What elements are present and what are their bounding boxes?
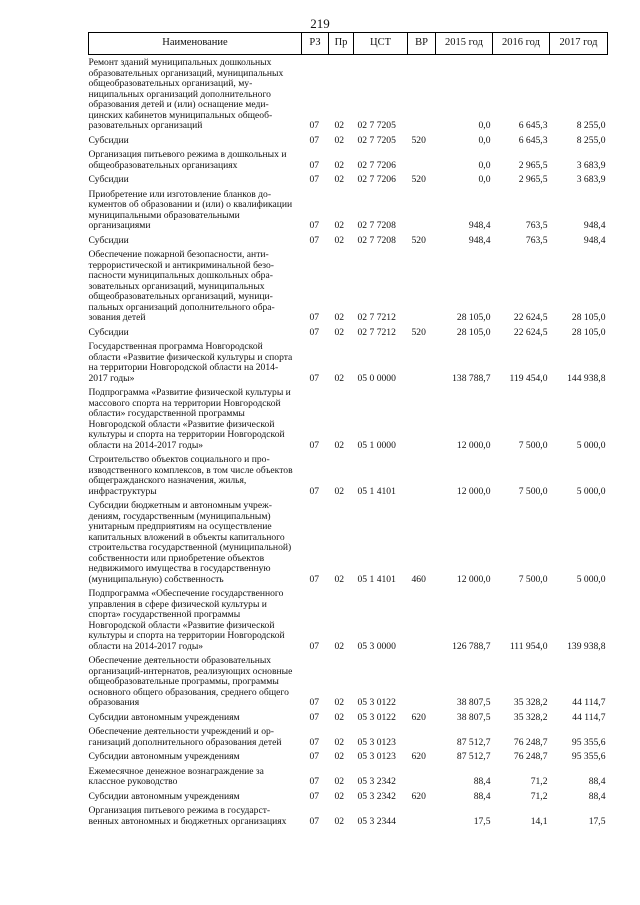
row-rz: 07: [309, 573, 320, 585]
row-rz: 07: [309, 234, 320, 246]
row-pr: 02: [334, 159, 345, 171]
row-rz: 07: [309, 159, 320, 171]
row-2017: 44 114,7: [572, 697, 606, 708]
row-vr: [408, 247, 436, 325]
row-2016: 7 500,0: [518, 485, 548, 497]
row-2016: 763,5: [525, 220, 548, 231]
row-2015: 28 105,0: [456, 326, 491, 338]
row-rz: 07: [309, 372, 320, 384]
row-vr: [408, 147, 436, 172]
row-2017: 95 355,6: [571, 736, 606, 748]
row-cst: 02 7 7208: [357, 234, 396, 246]
row-pr: 02: [334, 234, 345, 246]
row-2015: 0,0: [478, 134, 491, 146]
row-2017: 8 255,0: [576, 120, 606, 131]
row-pr: 02: [334, 220, 345, 231]
row-name: Субсидии бюджетным и автономным учреждениям, государственным (муниципальным) унитарным предприятиям на осуществление капитальных вложений в объекты капитального строительства государственной (муниципальной) собственности или приобретение объектов недвижимого имущества в государственную (муниципальную) собственность: [88, 500, 292, 585]
row-2017: 88,4: [588, 790, 606, 802]
row-vr: 620: [411, 790, 426, 802]
row-name: Приобретение или изготовление бланков документов об образовании и (или) о квалификации муниципальными образовательными организациями: [88, 188, 293, 231]
row-2017: 3 683,9: [576, 174, 606, 185]
row-cst: 02 7 7205: [357, 120, 396, 131]
row-2016: 22 624,5: [513, 312, 548, 323]
row-name: Подпрограмма «Развитие физической культуры и массового спорта на территории Новгородской области» государственной программы Новгородской области «Развитие физической культуры и спорта на территории Новгородской области на 2014-2017 годы»: [88, 387, 291, 451]
row-vr: 520: [411, 134, 426, 146]
table-body: [89, 55, 608, 829]
row-vr: [408, 187, 436, 233]
row-2016: 14,1: [530, 815, 548, 827]
row-2017: 17,5: [588, 815, 606, 827]
row-rz: 07: [309, 711, 320, 723]
table-row: [89, 339, 608, 385]
row-2015: 38 807,5: [456, 711, 491, 723]
header-2017: 2017 год: [550, 33, 608, 55]
row-pr: 02: [334, 326, 345, 338]
table-row: [89, 385, 608, 452]
table-row: [89, 653, 608, 710]
header-2015: 2015 год: [436, 33, 493, 55]
row-name: Субсидии автономным учреждениям: [88, 751, 240, 762]
row-rz: 07: [309, 776, 320, 787]
header-name: Наименование: [89, 33, 302, 55]
table-row: [89, 789, 608, 804]
row-2015: 28 105,0: [456, 312, 491, 323]
page-number: 219: [310, 16, 330, 31]
row-2016: 22 624,5: [513, 326, 548, 338]
row-2016: 763,5: [525, 234, 548, 246]
row-rz: 07: [309, 174, 320, 185]
row-pr: 02: [334, 751, 345, 762]
table-row: [89, 247, 608, 325]
row-pr: 02: [334, 776, 345, 787]
table-header-row: [89, 33, 608, 55]
row-vr: 620: [411, 751, 426, 762]
header-rz: РЗ: [302, 33, 329, 55]
row-name: Обеспечение пожарной безопасности, антитеррористической и антикриминальной безопасности муниципальных дошкольных образовательных организаций, муниципальных общеобразовательных организаций, муниципальных организаций дополнительного образования детей: [88, 249, 275, 323]
row-cst: 05 3 0000: [357, 640, 396, 652]
row-vr: 520: [411, 326, 426, 338]
row-name: Государственная программа Новгородской области «Развитие физической культуры и спорта на территории Новгородской области на 2014-2017 годы»: [88, 341, 293, 384]
table-row: [89, 325, 608, 340]
table-row: [89, 133, 608, 148]
row-rz: 07: [309, 120, 320, 131]
row-vr: 520: [411, 234, 426, 246]
row-2017: 948,4: [583, 234, 606, 246]
row-2015: 87 512,7: [456, 751, 491, 762]
row-2015: 38 807,5: [456, 697, 491, 708]
table-row: [89, 764, 608, 789]
row-vr: [408, 803, 436, 828]
row-vr: [408, 724, 436, 749]
table-row: [89, 55, 608, 133]
row-pr: 02: [334, 640, 345, 652]
row-name: Субсидии: [88, 174, 129, 185]
row-pr: 02: [334, 312, 345, 323]
row-cst: 05 3 0122: [357, 711, 396, 723]
row-2016: 6 645,3: [518, 120, 548, 131]
table-row: [89, 172, 608, 187]
row-2015: 948,4: [468, 234, 491, 246]
row-rz: 07: [309, 134, 320, 146]
row-2015: 12 000,0: [456, 485, 491, 497]
row-pr: 02: [334, 439, 345, 451]
table-row: [89, 452, 608, 498]
row-name: Субсидии: [88, 326, 129, 338]
row-cst: 05 3 0123: [357, 736, 396, 748]
table-row: [89, 147, 608, 172]
row-2017: 139 938,8: [567, 640, 606, 652]
row-rz: 07: [309, 439, 320, 451]
header-pr: Пр: [329, 33, 354, 55]
row-2017: 8 255,0: [576, 134, 606, 146]
row-cst: 05 3 2342: [357, 776, 396, 787]
row-name: Строительство объектов социального и производственного комплексов, в том числе объектов общегражданского назначения, жилья, инфраструктуры: [88, 454, 293, 497]
row-name: Обеспечение деятельности образовательных организаций-интернатов, реализующих основные общеобразовательные программы, программы основного общего образования, среднего общего образования: [88, 655, 293, 708]
row-2016: 35 328,2: [513, 697, 548, 708]
row-cst: 02 7 7205: [357, 134, 396, 146]
row-vr: [408, 339, 436, 385]
table-row: [89, 498, 608, 586]
budget-table: [88, 32, 608, 828]
row-2016: 71,2: [530, 776, 548, 787]
row-2017: 5 000,0: [576, 485, 606, 497]
row-vr: [408, 55, 436, 133]
row-vr: [408, 452, 436, 498]
row-name: Ремонт зданий муниципальных дошкольных образовательных организаций, муниципальных общеобразовательных организаций, муниципальных организаций дополнительного образования детей и (или) оснащение медицинских кабинетов муниципальных общеобразовательных организаций: [88, 57, 284, 131]
row-rz: 07: [309, 485, 320, 497]
row-pr: 02: [334, 790, 345, 802]
row-pr: 02: [334, 120, 345, 131]
row-vr: 520: [411, 174, 426, 185]
row-2017: 28 105,0: [571, 312, 606, 323]
row-cst: 05 3 0123: [357, 751, 396, 762]
row-rz: 07: [309, 312, 320, 323]
row-vr: [408, 653, 436, 710]
row-2016: 119 454,0: [509, 372, 548, 384]
row-name: Подпрограмма «Обеспечение государственного управления в сфере физической культуры и спорта» государственной программы Новгородской области «Развитие физической культуры и спорта на территории Новгородской области на 2014-2017 годы»: [88, 588, 285, 652]
table-row: [89, 710, 608, 725]
table-row: [89, 749, 608, 764]
row-pr: 02: [334, 711, 345, 723]
row-name: Субсидии автономным учреждениям: [88, 711, 240, 723]
row-cst: 05 3 2342: [357, 790, 396, 802]
row-2017: 44 114,7: [572, 711, 606, 723]
row-2017: 5 000,0: [576, 439, 606, 451]
row-vr: 620: [411, 711, 426, 723]
header-cst: ЦСТ: [354, 33, 408, 55]
row-pr: 02: [334, 372, 345, 384]
header-2016: 2016 год: [493, 33, 550, 55]
row-2017: 948,4: [583, 220, 606, 231]
row-cst: 02 7 7212: [357, 312, 396, 323]
row-2016: 76 248,7: [513, 736, 548, 748]
table-row: [89, 187, 608, 233]
row-2015: 0,0: [478, 159, 491, 171]
row-cst: 02 7 7208: [357, 220, 396, 231]
row-2016: 71,2: [530, 790, 548, 802]
row-2015: 12 000,0: [456, 573, 491, 585]
row-cst: 05 0 0000: [357, 372, 396, 384]
header-vr: ВР: [408, 33, 436, 55]
row-2015: 948,4: [468, 220, 491, 231]
row-rz: 07: [309, 326, 320, 338]
row-cst: 05 1 0000: [357, 439, 396, 451]
row-cst: 05 3 0122: [357, 697, 396, 708]
row-2017: 28 105,0: [571, 326, 606, 338]
row-name: Субсидии: [88, 134, 129, 146]
row-name: Организация питьевого режима в дошкольных и общеобразовательных организациях: [88, 149, 287, 171]
row-name: Организация питьевого режима в государственных автономных и бюджетных организациях: [88, 805, 287, 827]
row-2017: 88,4: [588, 776, 606, 787]
row-2016: 2 965,5: [518, 174, 548, 185]
row-cst: 05 3 2344: [357, 815, 396, 827]
row-cst: 02 7 7212: [357, 326, 396, 338]
row-2015: 88,4: [473, 790, 491, 802]
row-rz: 07: [309, 815, 320, 827]
row-cst: 02 7 7206: [357, 174, 396, 185]
row-2016: 2 965,5: [518, 159, 548, 171]
row-pr: 02: [334, 736, 345, 748]
row-pr: 02: [334, 134, 345, 146]
row-vr: [408, 385, 436, 452]
row-rz: 07: [309, 640, 320, 652]
row-rz: 07: [309, 790, 320, 802]
row-pr: 02: [334, 815, 345, 827]
row-2015: 0,0: [478, 174, 491, 185]
table-row: [89, 233, 608, 248]
row-2015: 17,5: [473, 815, 491, 827]
row-pr: 02: [334, 485, 345, 497]
row-2016: 111 954,0: [509, 640, 548, 652]
row-2017: 144 938,8: [567, 372, 606, 384]
table-row: [89, 586, 608, 653]
row-pr: 02: [334, 174, 345, 185]
row-vr: 460: [411, 573, 426, 585]
table-row: [89, 803, 608, 828]
row-cst: 05 1 4101: [357, 485, 396, 497]
row-2016: 7 500,0: [518, 573, 548, 585]
row-rz: 07: [309, 220, 320, 231]
row-vr: [408, 764, 436, 789]
row-2015: 126 788,7: [452, 640, 491, 652]
row-2016: 7 500,0: [518, 439, 548, 451]
row-name: Субсидии автономным учреждениям: [88, 790, 240, 802]
row-pr: 02: [334, 573, 345, 585]
row-2016: 35 328,2: [513, 711, 548, 723]
row-2016: 6 645,3: [518, 134, 548, 146]
row-name: Субсидии: [88, 234, 129, 246]
row-vr: [408, 586, 436, 653]
row-name: Ежемесячное денежное вознаграждение за классное руководство: [88, 765, 264, 787]
row-2017: 95 355,6: [571, 751, 606, 762]
row-name: Обеспечение деятельности учреждений и организаций дополнительного образования детей: [88, 726, 282, 748]
table-row: [89, 724, 608, 749]
row-2017: 5 000,0: [576, 573, 606, 585]
row-rz: 07: [309, 697, 320, 708]
row-rz: 07: [309, 751, 320, 762]
row-2015: 87 512,7: [456, 736, 491, 748]
row-2016: 76 248,7: [513, 751, 548, 762]
row-pr: 02: [334, 697, 345, 708]
row-cst: 05 1 4101: [357, 573, 396, 585]
row-2015: 0,0: [478, 120, 491, 131]
row-cst: 02 7 7206: [357, 159, 396, 171]
row-rz: 07: [309, 736, 320, 748]
row-2017: 3 683,9: [576, 159, 606, 171]
row-2015: 12 000,0: [456, 439, 491, 451]
row-2015: 138 788,7: [452, 372, 491, 384]
row-2015: 88,4: [473, 776, 491, 787]
